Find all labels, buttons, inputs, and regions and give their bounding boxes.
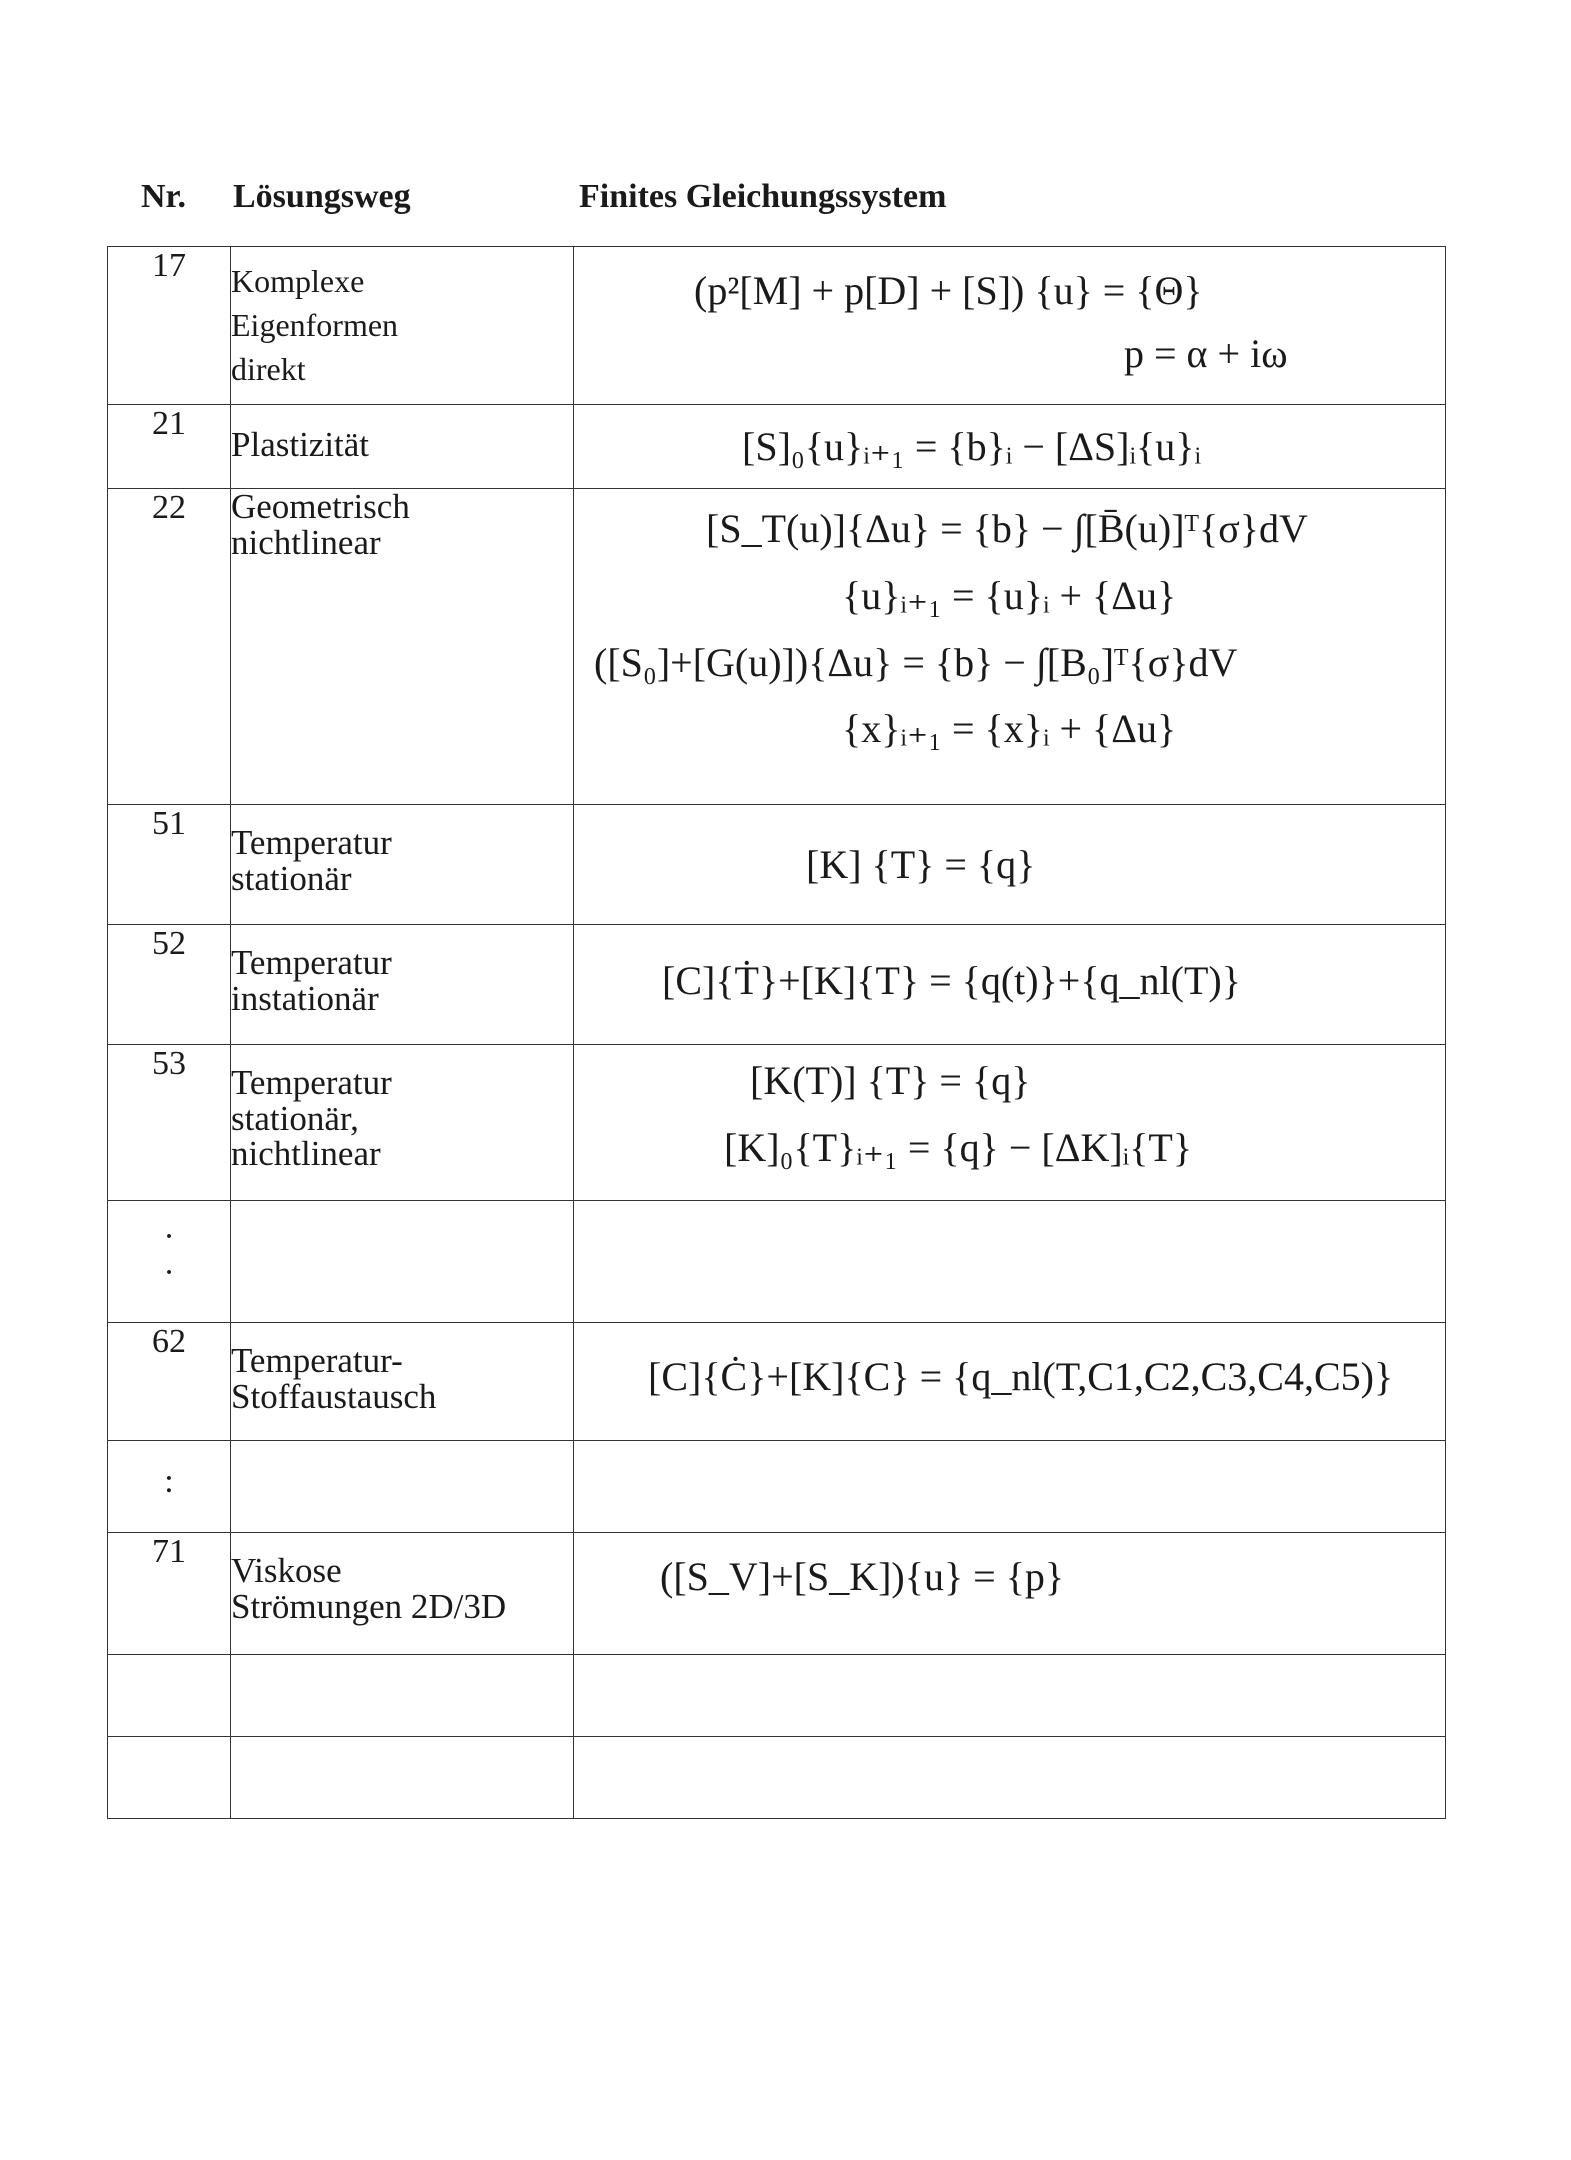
method-cell (231, 1441, 574, 1533)
method-line: Komplexe (231, 263, 365, 299)
method-line: Temperatur (231, 943, 392, 982)
equation-cell (574, 1045, 1446, 1201)
table-row (108, 247, 1446, 405)
row-number: 17 (108, 247, 231, 405)
method-line: direkt (231, 351, 306, 388)
method-cell (231, 247, 574, 405)
equation-cell (574, 1655, 1446, 1737)
table-row (108, 925, 1446, 1045)
method-cell (231, 489, 574, 805)
row-number (108, 1655, 231, 1737)
equation-line: [K(T)] {T} = {q} (750, 1058, 1031, 1103)
equation-line: [S]₀{u}ᵢ₊₁ = {b}ᵢ − [ΔS]ᵢ{u}ᵢ (742, 424, 1201, 469)
row-number: 71 (108, 1533, 231, 1655)
method-line: nichtlinear (231, 522, 381, 562)
table-row (108, 1441, 1446, 1533)
equation-cell (574, 247, 1446, 405)
equation-cell (574, 805, 1446, 925)
table-row (108, 1323, 1446, 1441)
equation-line: (p²[M] + p[D] + [S]) {u} = {Θ} (694, 268, 1203, 313)
method-cell (231, 805, 574, 925)
method-cell (231, 925, 574, 1045)
table-row (108, 405, 1446, 489)
method-line: Temperatur (231, 1063, 392, 1102)
method-line: Geometrisch (231, 487, 410, 526)
equation-cell (574, 925, 1446, 1045)
equation-cell (574, 1737, 1446, 1819)
header-gleichungssystem: Finites Gleichungssystem (579, 178, 947, 215)
method-line: Viskose (231, 1551, 342, 1590)
row-number: 22 (108, 489, 231, 805)
method-cell (231, 1655, 574, 1737)
method-line: instationär (231, 978, 379, 1018)
row-number: 51 (108, 805, 231, 925)
table-row (108, 805, 1446, 925)
method-line: nichtlinear (231, 1134, 381, 1174)
equation-table (107, 246, 1446, 1819)
ellipsis-dot: · (163, 1218, 175, 1255)
row-number: 52 (108, 925, 231, 1045)
equation-line: [K]₀{T}ᵢ₊₁ = {q} − [ΔK]ᵢ{T} (724, 1125, 1193, 1171)
equation-line: [C]{Ṫ}+[K]{T} = {q(t)}+{q_nl(T)} (662, 958, 1241, 1003)
equation-cell (574, 1533, 1446, 1655)
table-row (108, 1737, 1446, 1819)
row-number (108, 1201, 231, 1323)
equation-cell (574, 1441, 1446, 1533)
header-nr: Nr. (141, 178, 187, 215)
table-row (108, 1201, 1446, 1323)
method-line: Temperatur- (231, 1341, 403, 1380)
row-number: 21 (108, 405, 231, 489)
row-number: : (108, 1441, 231, 1533)
method-cell (231, 1201, 574, 1323)
table-row (108, 1045, 1446, 1201)
row-number: 62 (108, 1323, 231, 1441)
method-line: stationär, (231, 1098, 359, 1138)
equation-line: ([S_V]+[S_K]){u} = {p} (660, 1554, 1065, 1599)
header-loesungsweg: Lösungsweg (233, 178, 411, 215)
method-cell (231, 1533, 574, 1655)
equation-line: p = α + iω (1124, 331, 1288, 377)
table-row (108, 489, 1446, 805)
equation-cell (574, 405, 1446, 489)
method-cell (231, 1323, 574, 1441)
method-cell (231, 405, 574, 489)
table-row (108, 1655, 1446, 1737)
method-line: stationär (231, 858, 352, 898)
equation-cell (574, 1201, 1446, 1323)
method-line: Plastizität (231, 425, 370, 464)
equation-cell (574, 489, 1446, 805)
ellipsis-dot: · (163, 1254, 175, 1291)
equation-line: {u}ᵢ₊₁ = {u}ᵢ + {Δu} (842, 573, 1177, 619)
equation-line: ([S₀]+[G(u)]){Δu} = {b} − ∫[B₀]ᵀ{σ}dV (594, 640, 1238, 686)
table-row (108, 1533, 1446, 1655)
method-line: Temperatur (231, 823, 392, 862)
method-cell (231, 1737, 574, 1819)
row-number (108, 1737, 231, 1819)
equation-line: [S_T(u)]{Δu} = {b} − ∫[B̄(u)]ᵀ{σ}dV (706, 506, 1308, 551)
method-line: Eigenformen (231, 307, 399, 344)
method-line: Strömungen 2D/3D (231, 1586, 507, 1626)
equation-line: [C]{Ċ}+[K]{C} = {q_nl(T,C1,C2,C3,C4,C5)} (648, 1354, 1394, 1399)
method-line: Stoffaustausch (231, 1376, 437, 1416)
equation-line: [K] {T} = {q} (806, 842, 1036, 887)
row-number: 53 (108, 1045, 231, 1201)
equation-line: {x}ᵢ₊₁ = {x}ᵢ + {Δu} (842, 705, 1177, 751)
equation-cell (574, 1323, 1446, 1441)
method-cell (231, 1045, 574, 1201)
